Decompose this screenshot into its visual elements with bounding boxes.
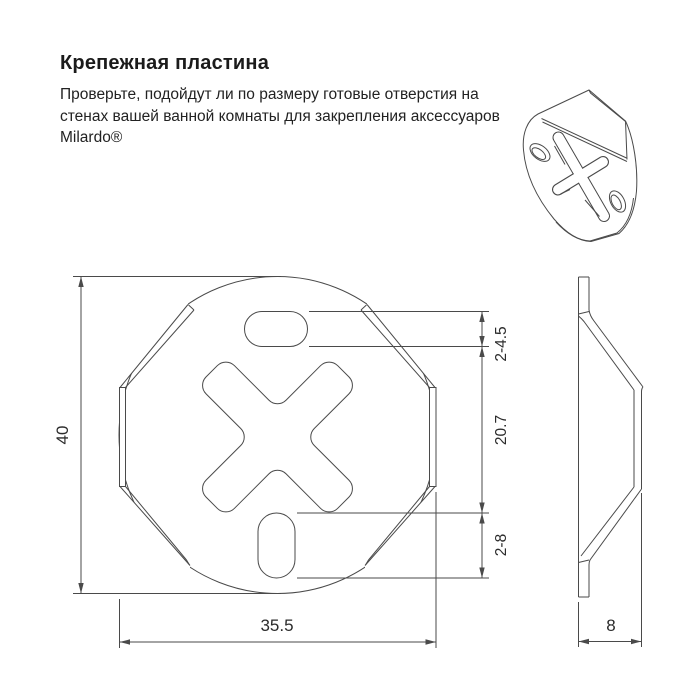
bottom-oval-hole (258, 513, 295, 578)
dim-hole-spacing-label: 20.7 (493, 414, 510, 446)
isometric-view (523, 90, 637, 242)
side-profile (579, 277, 644, 597)
front-right-flat-edge (430, 388, 437, 487)
dim-bottom-hole-label: 2-8 (493, 533, 510, 557)
front-view (100, 266, 455, 604)
front-left-flat-edge (120, 388, 126, 487)
page-title: Крепежная пластина (60, 52, 270, 74)
dim-top-hole-label: 2-4.5 (493, 326, 510, 362)
page-subtitle: Проверьте, подойдут ли по размеру готовые отверстия на стенах вашей ванной комнаты для закрепления аксессуаров Milardo® (60, 86, 500, 147)
top-oval-hole (245, 312, 308, 347)
dim-depth-label: 8 (606, 616, 616, 635)
side-view (579, 277, 644, 597)
dim-width-label: 35.5 (260, 616, 294, 635)
dim-height-label: 40 (53, 425, 72, 445)
